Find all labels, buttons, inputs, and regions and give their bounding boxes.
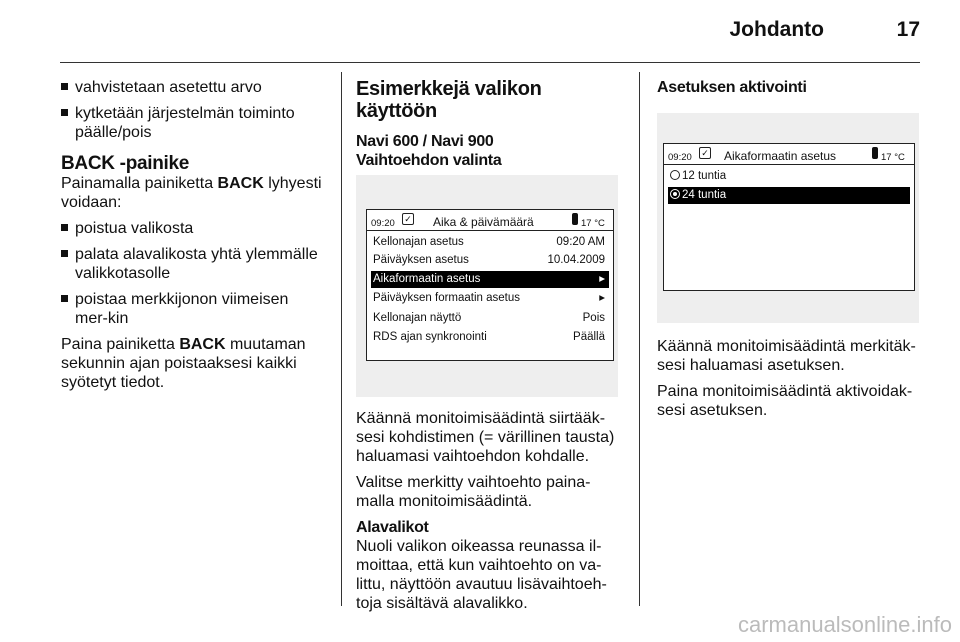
list-item: kytketään järjestelmän toiminto päälle/pois [61,104,323,142]
back-intro: Painamalla painiketta BACK lyhyesti voidaan: [61,175,322,211]
watermark: carmanualsonline.info [737,612,952,637]
menu-row[interactable]: Päiväyksen formaatin asetus ▸ [371,290,609,307]
screen-temperature: 17 °C [881,152,905,163]
thermometer-icon [572,213,578,225]
submenu-arrow-icon: ▸ [599,292,605,304]
column-1 [61,78,323,399]
list-item: palata alavalikosta yhtä ylemmälle valikkotasolle [61,245,323,283]
paragraph: Käännä monitoimisäädintä merkitäk-sesi haluamasi asetuksen. [657,338,916,374]
screen-illustration [356,175,618,397]
column-divider [639,72,640,606]
radio-option[interactable]: 12 tuntia [668,168,910,185]
column-divider [341,72,342,606]
radio-selected-icon [670,189,680,199]
screen-temperature: 17 °C [581,218,605,229]
screen-title: Aikaformaatin asetus [724,149,837,163]
press-back-paragraph: Paina painiketta BACK muutaman sekunnin ajan poistaaksesi kaikki syötetyt tiedot. [61,336,306,391]
back-bullet-list [61,219,323,328]
radio-icon [670,170,680,180]
paragraph: Valitse merkitty vaihtoehto paina-malla monitoimisäädintä. [356,474,591,510]
display-screen [663,143,915,291]
page-header [60,0,920,63]
check-icon: ✓ [699,147,711,159]
paragraph: Nuoli valikon oikeassa reunassa il-moittaa, että kun vaihtoehto on va-littu, näyttöön avautuu lisävaihtoeh-toja sisältävä alavalikko. [356,538,607,612]
list-item: poistaa merkkijonon viimeisen mer-kin [61,290,323,328]
column-3 [657,78,919,427]
page-number: 17 [896,18,920,41]
model-heading: Navi 600 / Navi 900 [356,133,494,150]
screen-clock: 09:20 [668,152,692,163]
submenu-arrow-icon: ▸ [599,273,605,285]
subheading-activate-setting: Asetuksen aktivointi [657,79,807,96]
top-bullet-list [61,78,323,142]
display-screen [366,209,614,361]
screen-illustration [657,113,919,323]
menu-row-selected[interactable]: Aikaformaatin asetus ▸ [371,271,609,288]
column-2 [356,78,626,620]
paragraph: Käännä monitoimisäädintä siirtääk-sesi kohdistimen (= värillinen tausta) haluamasi vaihtoehdon kohdalle. [356,410,615,465]
radio-option-selected[interactable]: 24 tuntia [668,187,910,204]
check-icon: ✓ [402,213,414,225]
screen-header [367,210,613,231]
menu-row[interactable]: Kellonajan asetus 09:20 AM [373,236,605,248]
subheading-option-select: Vaihtoehdon valinta [356,152,502,169]
thermometer-icon [872,147,878,159]
list-item: poistua valikosta [61,219,323,238]
menu-row[interactable]: Kellonajan näyttö Pois [373,312,605,324]
screen-title: Aika & päivämäärä [433,215,534,229]
subheading-submenus: Alavalikot [356,519,429,536]
menu-row[interactable]: RDS ajan synkronointi Päällä [373,331,605,343]
screen-clock: 09:20 [371,218,395,229]
list-item: vahvistetaan asetettu arvo [61,78,323,97]
menu-row[interactable]: Päiväyksen asetus 10.04.2009 [373,254,605,266]
paragraph: Paina monitoimisäädintä aktivoidak-sesi asetuksen. [657,383,913,419]
screen-header [664,144,914,165]
chapter-title: Johdanto [729,18,824,41]
section-title: Esimerkkejä valikon käyttöön [356,78,542,122]
back-button-heading: BACK -painike [61,153,190,174]
